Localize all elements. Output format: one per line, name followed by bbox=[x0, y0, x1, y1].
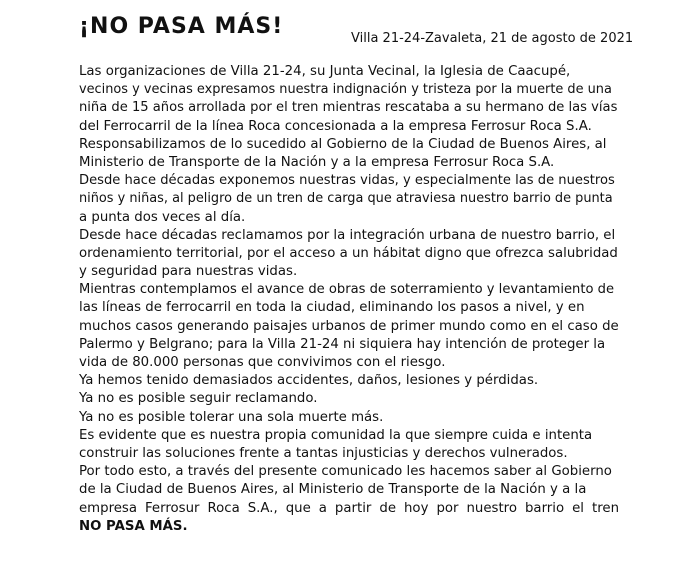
body-line: las líneas de ferrocarril en toda la ciudad, eliminando los pasos a nivel, y en bbox=[79, 300, 585, 316]
body-line: y seguridad para nuestras vidas. bbox=[79, 264, 298, 280]
body-line: vecinos y vecinas expresamos nuestra indignación y tristeza por la muerte de una bbox=[79, 82, 612, 98]
body-line: Ministerio de Transporte de la Nación y a la empresa Ferrosur Roca S.A. bbox=[79, 154, 555, 170]
body-line: construir las soluciones frente a tantas injusticias y derechos vulnerados. bbox=[79, 445, 568, 461]
body-line: muchos casos generando paisajes urbanos de primer mundo como en el caso de bbox=[79, 318, 619, 334]
body-line: Mientras contemplamos el avance de obras de soterramiento y levantamiento de bbox=[79, 282, 615, 298]
body-line: de la Ciudad de Buenos Aires, al Ministerio de Transporte de la Nación y a la bbox=[79, 482, 587, 498]
body-line: Ya no es posible tolerar una sola muerte más. bbox=[79, 409, 384, 425]
body-line: Ya hemos tenido demasiados accidentes, daños, lesiones y pérdidas. bbox=[79, 373, 539, 389]
body-line: Por todo esto, a través del presente comunicado les hacemos saber al Gobierno bbox=[79, 464, 612, 480]
body-line: vida de 80.000 personas que convivimos con el riesgo. bbox=[79, 355, 446, 370]
body-line: a punta dos veces al día. bbox=[79, 209, 246, 225]
body-line: Es evidente que es nuestra propia comunidad la que siempre cuida e intenta bbox=[79, 427, 593, 443]
body-line: niña de 15 años arrollada por el tren mientras rescataba a su hermano de las vías bbox=[79, 100, 618, 116]
body-line: Palermo y Belgrano; para la Villa 21-24 ni siquiera hay intención de proteger la bbox=[79, 336, 606, 352]
body-line: Ya no es posible seguir reclamando. bbox=[79, 391, 318, 407]
document-title: ¡NO PASA MÁS! bbox=[79, 14, 284, 39]
body-line: ordenamiento territorial, por el acceso a un hábitat digno que ofrezca salubridad bbox=[79, 245, 618, 261]
body-line: Desde hace décadas exponemos nuestras vidas, y especialmente las de nuestros bbox=[79, 173, 615, 189]
body-line: Desde hace décadas reclamamos por la integración urbana de nuestro barrio, el bbox=[79, 227, 616, 243]
statement-body bbox=[79, 63, 619, 536]
body-line: niños y niñas, al peligro de un tren de carga que atraviesa nuestro barrio de punta bbox=[79, 191, 613, 207]
body-line: del Ferrocarril de la línea Roca concesionada a la empresa Ferrosur Roca S.A. bbox=[79, 118, 592, 134]
body-line: Las organizaciones de Villa 21-24, su Junta Vecinal, la Iglesia de Caacupé, bbox=[79, 64, 571, 79]
body-line: empresa Ferrosur Roca S.A., que a partir de hoy por nuestro barrio el tren bbox=[79, 500, 619, 516]
closing-line: NO PASA MÁS. bbox=[79, 518, 188, 534]
dateline: Villa 21-24-Zavaleta, 21 de agosto de 2021 bbox=[351, 31, 634, 46]
body-line: Responsabilizamos de lo sucedido al Gobierno de la Ciudad de Buenos Aires, al bbox=[79, 136, 607, 152]
